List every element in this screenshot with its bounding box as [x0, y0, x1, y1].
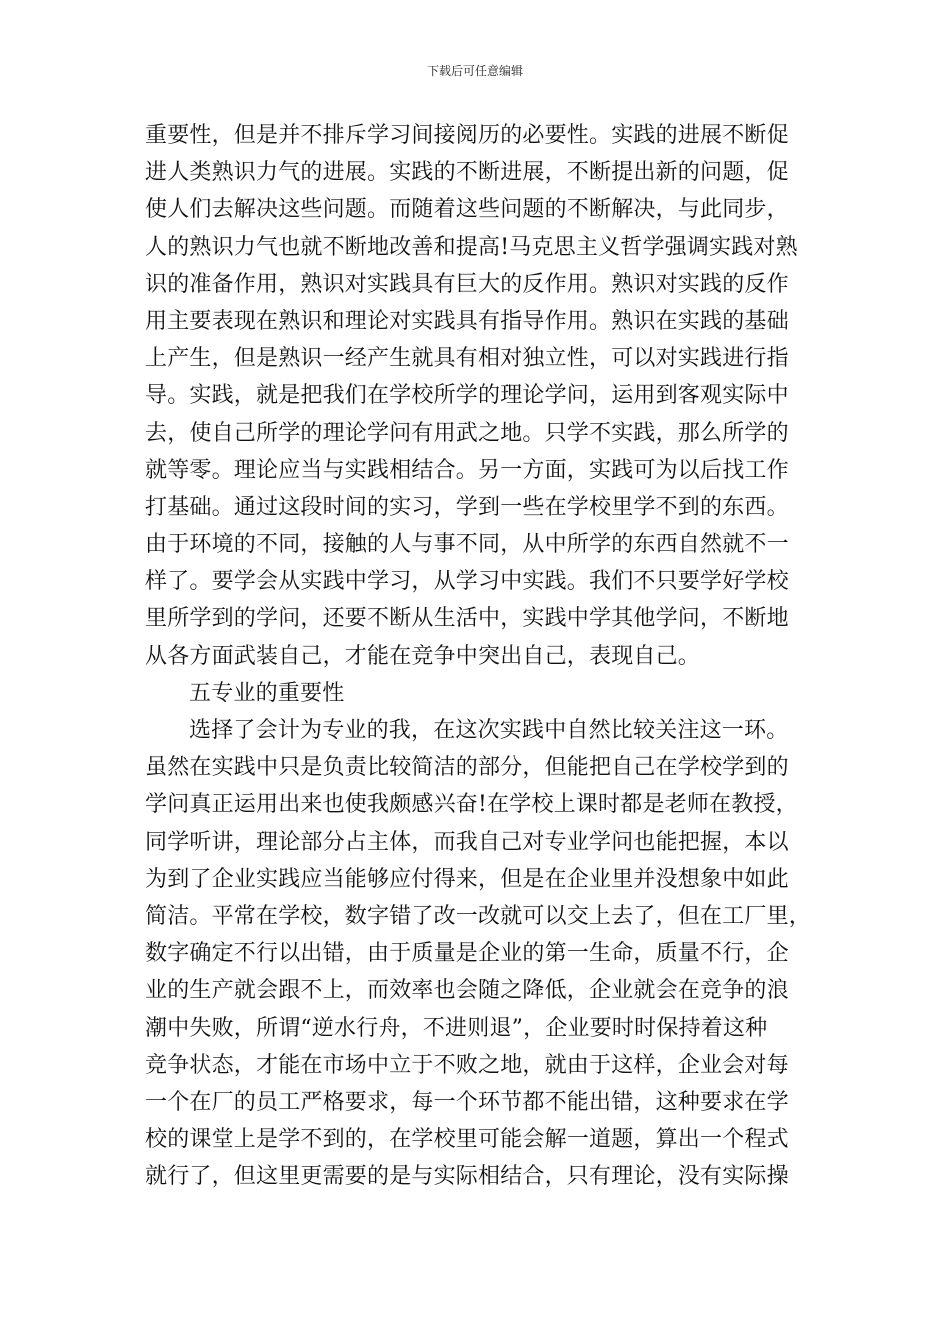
text-line: 就等零。理论应当与实践相结合。另一方面，实践可为以后找工作 — [145, 457, 789, 483]
text-line: 数字确定不行以出错，由于质量是企业的第一生命，质量不行，企 — [145, 941, 789, 967]
text-line: 为到了企业实践应当能够应付得来，但是在企业里并没想象中如此 — [145, 866, 789, 892]
text-line: 虽然在实践中只是负责比较简洁的部分，但能把自己在学校学到的 — [145, 755, 789, 781]
text-line: 就行了，但这里更需要的是与实际相结合，只有理论，没有实际操 — [145, 1164, 789, 1190]
text-line: 人的熟识力气也就不断地改善和提高!马克思主义哲学强调实践对熟 — [145, 234, 798, 260]
text-line: 从各方面武装自己，才能在竞争中突出自己，表现自己。 — [145, 643, 701, 669]
document-body — [145, 117, 815, 1195]
text-line: 里所学到的学问，还要不断从生活中，实践中学其他学问，不断地 — [145, 606, 789, 632]
text-line: 上产生，但是熟识一经产生就具有相对独立性，可以对实践进行指 — [145, 346, 789, 372]
text-line: 识的准备作用，熟识对实践具有巨大的反作用。熟识对实践的反作 — [145, 271, 789, 297]
text-line: 潮中失败，所谓“逆水行舟，不进则退”，企业要时时保持着这种 — [145, 1015, 768, 1041]
text-line: 使人们去解决这些问题。而随着这些问题的不断解决，与此同步， — [145, 197, 789, 223]
text-line: 一个在厂的员工严格要求，每一个环节都不能出错，这种要求在学 — [145, 1089, 789, 1115]
text-line: 校的课堂上是学不到的，在学校里可能会解一道题，算出一个程式 — [145, 1127, 789, 1153]
text-line: 打基础。通过这段时间的实习，学到一些在学校里学不到的东西。 — [145, 494, 789, 520]
text-line: 重要性，但是并不排斥学习间接阅历的必要性。实践的进展不断促 — [145, 123, 789, 148]
text-line: 导。实践，就是把我们在学校所学的理论学问，运用到客观实际中 — [145, 383, 789, 409]
text-line: 学问真正运用出来也使我颇感兴奋!在学校上课时都是老师在教授， — [145, 792, 798, 818]
text-line: 简洁。平常在学校，数字错了改一改就可以交上去了，但在工厂里， — [145, 903, 812, 929]
text-line: 进人类熟识力气的进展。实践的不断进展，不断提出新的问题，促 — [145, 160, 789, 186]
text-line: 选择了会计为专业的我，在这次实践中自然比较关注这一环。 — [189, 718, 789, 743]
text-line: 用主要表现在熟识和理论对实践具有指导作用。熟识在实践的基础 — [145, 308, 789, 334]
text-line: 去，使自己所学的理论学问有用武之地。只学不实践，那么所学的 — [145, 420, 789, 446]
page-header: 下载后可任意编辑 — [426, 64, 523, 78]
text-line: 竞争状态，才能在市场中立于不败之地，就由于这样，企业会对每 — [145, 1052, 789, 1078]
text-line: 同学听讲，理论部分占主体，而我自己对专业学问也能把握，本以 — [145, 829, 789, 855]
text-line: 由于环境的不同，接触的人与事不同，从中所学的东西自然就不一 — [145, 532, 789, 558]
text-line: 业的生产就会跟不上，而效率也会随之降低，企业就会在竞争的浪 — [145, 978, 789, 1004]
section-heading: 五专业的重要性 — [189, 680, 345, 706]
text-line: 样了。要学会从实践中学习，从学习中实践。我们不只要学好学校 — [145, 569, 789, 595]
